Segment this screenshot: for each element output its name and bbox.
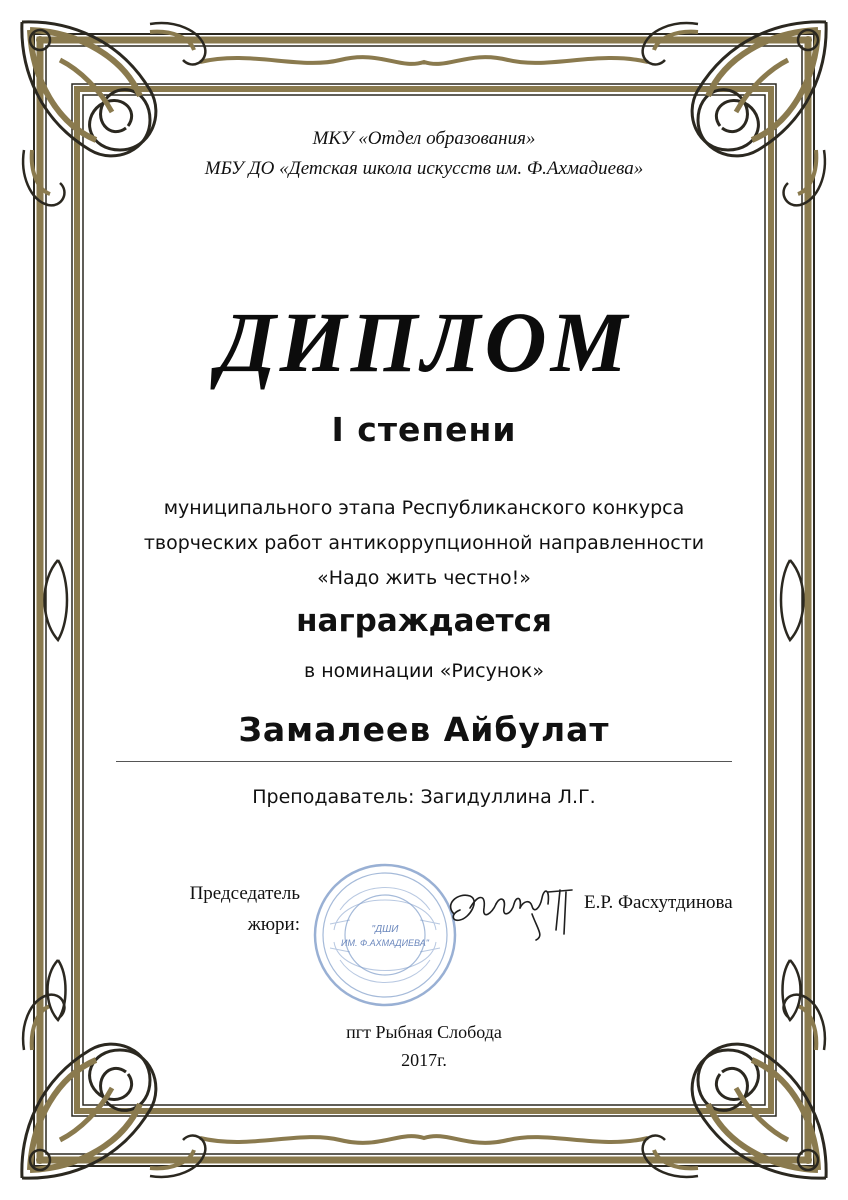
recipient-underline [116, 761, 732, 762]
chair-name: Е.Р. Фасхутдинова [584, 892, 733, 913]
chair-label-line-2: жюри: [247, 914, 300, 935]
stamp-text-1: "ДШИ [371, 924, 399, 935]
description-line-1: муниципального этапа Республиканского конкурса [163, 497, 685, 519]
awarded-label: награждается [296, 603, 552, 639]
stamp-text-2: ИМ. Ф.АХМАДИЕВА" [341, 938, 429, 948]
issuer-line-2: МБУ ДО «Детская школа искусств им. Ф.Ахмадиева» [204, 158, 644, 179]
official-stamp [310, 860, 460, 1010]
issuer-line-1: МКУ «Отдел образования» [312, 128, 536, 149]
description-line-2: творческих работ антикоррупционной направленности [143, 532, 705, 554]
description-line-3: «Надо жить честно!» [317, 567, 531, 589]
year-line: 2017г. [401, 1050, 447, 1070]
diploma-title: ДИПЛОМ [216, 294, 632, 390]
place-line: пгт Рыбная Слобода [346, 1022, 502, 1042]
chair-label-line-1: Председатель [189, 883, 300, 904]
nomination-label: в номинации «Рисунок» [304, 660, 544, 682]
teacher-line: Преподаватель: Загидуллина Л.Г. [252, 786, 596, 808]
chair-label [150, 878, 300, 940]
recipient-name: Замалеев Айбулат [238, 710, 610, 749]
chair-signature [440, 874, 580, 944]
degree-label: I степени [331, 410, 517, 449]
